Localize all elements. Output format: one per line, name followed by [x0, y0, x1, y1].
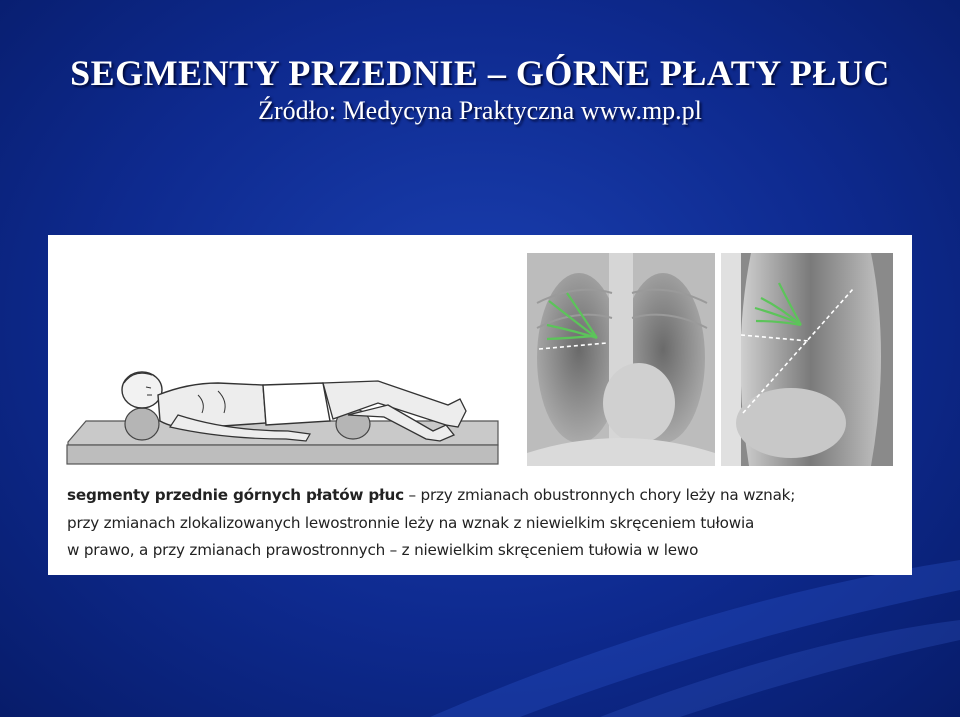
caption-line-2: przy zmianach zlokalizowanych lewostronnie leży na wznak z niewielkim skręceniem tułowia: [67, 513, 755, 532]
patient-illustration: [48, 235, 508, 475]
slide-subtitle: Źródło: Medycyna Praktyczna www.mp.pl: [258, 96, 702, 125]
caption-bold-term: segmenty przednie górnych płatów płuc: [67, 486, 404, 504]
figure-panel: [48, 235, 912, 575]
xray-lateral-image: [721, 253, 893, 466]
caption-line-1: [67, 482, 902, 510]
caption-line-1-text: – przy zmianach obustronnych chory leży na wznak;: [403, 486, 796, 504]
slide-title: SEGMENTY PRZEDNIE – GÓRNE PŁATY PŁUC: [70, 53, 890, 93]
figure-caption: [67, 482, 902, 565]
xray-frontal-image: [527, 253, 715, 466]
caption-line-3: w prawo, a przy zmianach prawostronnych – z niewielkim skręceniem tułowia w lewo: [67, 541, 699, 559]
